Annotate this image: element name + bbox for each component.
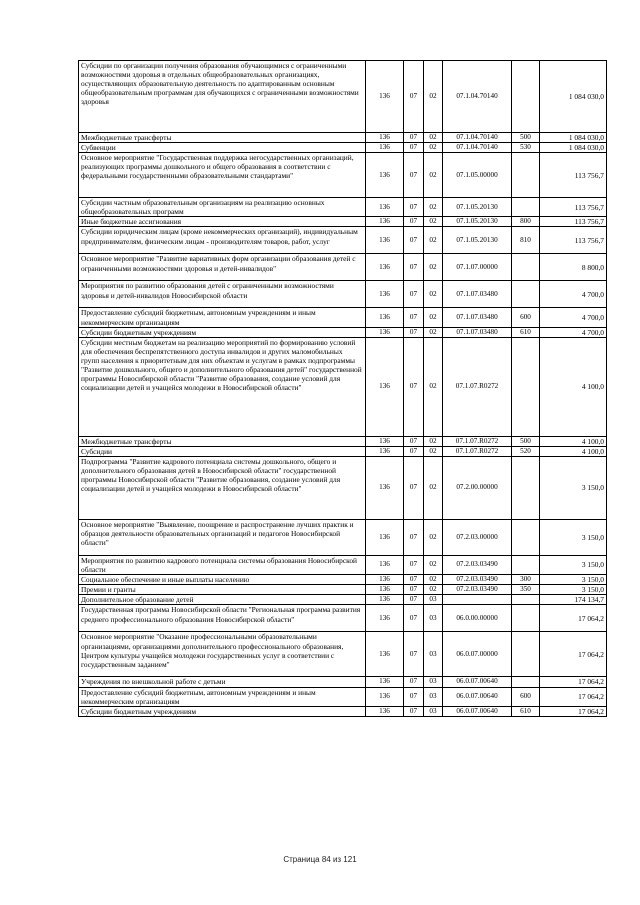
table-row	[79, 308, 607, 327]
table-row	[79, 585, 607, 595]
target-item-code-cell: 07.2.00.00000	[443, 456, 512, 519]
row-name-cell: Основное мероприятие "Оказание профессиональными образовательными организациями, организациями дополнительного профессионального образования, Центром культуры учащейся молодежи государственных услуг в соответствии с государственным заданием"	[79, 632, 366, 677]
glava-code-cell: 136	[366, 605, 404, 632]
razdel-code-cell: 07	[404, 595, 424, 605]
table-row	[79, 143, 607, 153]
podrazdel-code-cell: 02	[424, 153, 443, 198]
target-item-code-cell: 07.2.03.00000	[443, 519, 512, 555]
razdel-code-cell: 07	[404, 575, 424, 585]
glava-code-cell: 136	[366, 585, 404, 595]
table-row	[79, 198, 607, 217]
expense-type-code-cell: 500	[512, 436, 540, 446]
glava-code-cell: 136	[366, 519, 404, 555]
expense-type-code-cell	[512, 595, 540, 605]
page-number: Страница 84 из 121	[283, 855, 357, 864]
row-name-cell: Мероприятия по развитию кадрового потенциала системы образования Новосибирской области	[79, 555, 366, 574]
glava-code-cell: 136	[366, 677, 404, 687]
razdel-code-cell: 07	[404, 605, 424, 632]
podrazdel-code-cell: 02	[424, 143, 443, 153]
razdel-code-cell: 07	[404, 217, 424, 227]
razdel-code-cell: 07	[404, 555, 424, 574]
expense-type-code-cell: 350	[512, 585, 540, 595]
table-row	[79, 281, 607, 308]
amount-cell: 3 150,0	[540, 456, 607, 519]
razdel-code-cell: 07	[404, 61, 424, 133]
table-row	[79, 677, 607, 687]
expense-type-code-cell	[512, 337, 540, 436]
expense-type-code-cell	[512, 281, 540, 308]
row-name-cell: Субсидии частным образовательным организациям на реализацию основных общеобразовательных программ	[79, 198, 366, 217]
target-item-code-cell: 07.1.04.70140	[443, 143, 512, 153]
row-name-cell: Социальное обеспечение и иные выплаты населению	[79, 575, 366, 585]
target-item-code-cell: 07.1.05.20130	[443, 198, 512, 217]
podrazdel-code-cell: 02	[424, 217, 443, 227]
target-item-code-cell: 07.1.05.20130	[443, 217, 512, 227]
expense-type-code-cell	[512, 677, 540, 687]
glava-code-cell: 136	[366, 153, 404, 198]
table-row	[79, 706, 607, 716]
expense-type-code-cell: 600	[512, 687, 540, 706]
glava-code-cell: 136	[366, 687, 404, 706]
amount-cell: 4 700,0	[540, 327, 607, 337]
expense-type-code-cell	[512, 153, 540, 198]
razdel-code-cell: 07	[404, 706, 424, 716]
podrazdel-code-cell: 03	[424, 595, 443, 605]
razdel-code-cell: 07	[404, 677, 424, 687]
podrazdel-code-cell: 02	[424, 281, 443, 308]
table-row	[79, 595, 607, 605]
podrazdel-code-cell: 02	[424, 337, 443, 436]
glava-code-cell: 136	[366, 254, 404, 281]
expense-type-code-cell: 600	[512, 308, 540, 327]
row-name-cell: Субсидии бюджетным учреждениям	[79, 327, 366, 337]
target-item-code-cell: 07.1.07.R0272	[443, 436, 512, 446]
expense-type-code-cell	[512, 254, 540, 281]
expense-type-code-cell: 530	[512, 143, 540, 153]
row-name-cell: Субсидии бюджетным учреждениям	[79, 706, 366, 716]
table-row	[79, 605, 607, 632]
row-name-cell: Субвенции	[79, 143, 366, 153]
amount-cell: 17 064,2	[540, 605, 607, 632]
razdel-code-cell: 07	[404, 519, 424, 555]
glava-code-cell: 136	[366, 595, 404, 605]
amount-cell: 113 756,7	[540, 198, 607, 217]
expense-type-code-cell: 300	[512, 575, 540, 585]
amount-cell: 17 064,2	[540, 687, 607, 706]
podrazdel-code-cell: 02	[424, 436, 443, 446]
amount-cell: 1 084 030,0	[540, 133, 607, 143]
expense-type-code-cell	[512, 61, 540, 133]
row-name-cell: Основное мероприятие "Государственная поддержка негосударственных организаций, реализующих программы дошкольного и общего образования в соответствии с федеральными государственными образовательными стандартами"	[79, 153, 366, 198]
table-row	[79, 327, 607, 337]
target-item-code-cell: 07.2.03.03490	[443, 575, 512, 585]
glava-code-cell: 136	[366, 143, 404, 153]
target-item-code-cell: 07.1.07.R0272	[443, 337, 512, 436]
glava-code-cell: 136	[366, 61, 404, 133]
target-item-code-cell: 07.2.03.03490	[443, 585, 512, 595]
row-name-cell: Мероприятия по развитию образования детей с ограниченными возможностями здоровья и детей-инвалидов Новосибирской области	[79, 281, 366, 308]
expense-type-code-cell: 610	[512, 327, 540, 337]
row-name-cell: Учреждения по внешкольной работе с детьми	[79, 677, 366, 687]
table-row	[79, 436, 607, 446]
podrazdel-code-cell: 02	[424, 254, 443, 281]
podrazdel-code-cell: 02	[424, 456, 443, 519]
glava-code-cell: 136	[366, 456, 404, 519]
amount-cell: 17 064,2	[540, 632, 607, 677]
podrazdel-code-cell: 03	[424, 677, 443, 687]
podrazdel-code-cell: 03	[424, 605, 443, 632]
expense-type-code-cell	[512, 456, 540, 519]
glava-code-cell: 136	[366, 337, 404, 436]
expense-type-code-cell	[512, 605, 540, 632]
row-name-cell: Иные бюджетные ассигнования	[79, 217, 366, 227]
target-item-code-cell: 06.0.07.00640	[443, 687, 512, 706]
target-item-code-cell	[443, 595, 512, 605]
amount-cell: 113 756,7	[540, 227, 607, 254]
razdel-code-cell: 07	[404, 632, 424, 677]
podrazdel-code-cell: 02	[424, 555, 443, 574]
target-item-code-cell: 07.2.03.03490	[443, 555, 512, 574]
podrazdel-code-cell: 03	[424, 687, 443, 706]
amount-cell: 1 084 030,0	[540, 61, 607, 133]
podrazdel-code-cell: 03	[424, 706, 443, 716]
podrazdel-code-cell: 02	[424, 446, 443, 456]
table-row	[79, 446, 607, 456]
glava-code-cell: 136	[366, 217, 404, 227]
row-name-cell: Премии и гранты	[79, 585, 366, 595]
razdel-code-cell: 07	[404, 308, 424, 327]
podrazdel-code-cell: 03	[424, 632, 443, 677]
razdel-code-cell: 07	[404, 446, 424, 456]
target-item-code-cell: 07.1.05.00000	[443, 153, 512, 198]
row-name-cell: Дополнительное образование детей	[79, 595, 366, 605]
razdel-code-cell: 07	[404, 436, 424, 446]
expense-type-code-cell	[512, 555, 540, 574]
target-item-code-cell: 07.1.07.03480	[443, 308, 512, 327]
amount-cell: 3 150,0	[540, 575, 607, 585]
podrazdel-code-cell: 02	[424, 585, 443, 595]
target-item-code-cell: 07.1.05.20130	[443, 227, 512, 254]
podrazdel-code-cell: 02	[424, 198, 443, 217]
glava-code-cell: 136	[366, 308, 404, 327]
razdel-code-cell: 07	[404, 456, 424, 519]
podrazdel-code-cell: 02	[424, 227, 443, 254]
row-name-cell: Предоставление субсидий бюджетным, автономным учреждениям и иным некоммерческим организациям	[79, 308, 366, 327]
razdel-code-cell: 07	[404, 198, 424, 217]
razdel-code-cell: 07	[404, 153, 424, 198]
razdel-code-cell: 07	[404, 143, 424, 153]
budget-table-page	[78, 60, 606, 717]
row-name-cell: Основное мероприятие "Выявление, поощрение и распространение лучших практик и образцов деятельности образовательных организаций и педагогов Новосибирской области"	[79, 519, 366, 555]
target-item-code-cell: 07.1.04.70140	[443, 133, 512, 143]
table-row	[79, 687, 607, 706]
row-name-cell: Субсидии	[79, 446, 366, 456]
table-row	[79, 519, 607, 555]
glava-code-cell: 136	[366, 327, 404, 337]
target-item-code-cell: 06.0.07.00640	[443, 706, 512, 716]
target-item-code-cell: 06.0.07.00000	[443, 632, 512, 677]
podrazdel-code-cell: 02	[424, 575, 443, 585]
glava-code-cell: 136	[366, 133, 404, 143]
row-name-cell: Предоставление субсидий бюджетным, автономным учреждениям и иным некоммерческим организациям	[79, 687, 366, 706]
budget-table	[78, 60, 607, 717]
table-row	[79, 575, 607, 585]
razdel-code-cell: 07	[404, 254, 424, 281]
podrazdel-code-cell: 02	[424, 519, 443, 555]
amount-cell: 8 800,0	[540, 254, 607, 281]
razdel-code-cell: 07	[404, 327, 424, 337]
podrazdel-code-cell: 02	[424, 308, 443, 327]
amount-cell: 3 150,0	[540, 555, 607, 574]
podrazdel-code-cell: 02	[424, 61, 443, 133]
expense-type-code-cell	[512, 632, 540, 677]
razdel-code-cell: 07	[404, 585, 424, 595]
expense-type-code-cell: 610	[512, 706, 540, 716]
amount-cell: 1 084 030,0	[540, 143, 607, 153]
amount-cell: 4 100,0	[540, 436, 607, 446]
table-row	[79, 227, 607, 254]
target-item-code-cell: 07.1.07.R0272	[443, 446, 512, 456]
amount-cell: 113 756,7	[540, 153, 607, 198]
table-row	[79, 217, 607, 227]
glava-code-cell: 136	[366, 198, 404, 217]
podrazdel-code-cell: 02	[424, 133, 443, 143]
razdel-code-cell: 07	[404, 337, 424, 436]
amount-cell: 174 134,7	[540, 595, 607, 605]
row-name-cell: Субсидии юридическим лицам (кроме некоммерческих организаций), индивидуальным предпринимателям, физическим лицам - производителям товаров, работ, услуг	[79, 227, 366, 254]
target-item-code-cell: 07.1.07.03480	[443, 281, 512, 308]
row-name-cell: Государственная программа Новосибирской области "Региональная программа развития среднего профессионального образования Новосибирской области"	[79, 605, 366, 632]
expense-type-code-cell: 520	[512, 446, 540, 456]
target-item-code-cell: 07.1.07.00000	[443, 254, 512, 281]
table-row	[79, 61, 607, 133]
amount-cell: 17 064,2	[540, 706, 607, 716]
glava-code-cell: 136	[366, 555, 404, 574]
target-item-code-cell: 06.0.07.00640	[443, 677, 512, 687]
glava-code-cell: 136	[366, 227, 404, 254]
amount-cell: 4 100,0	[540, 337, 607, 436]
amount-cell: 4 100,0	[540, 446, 607, 456]
target-item-code-cell: 06.0.00.00000	[443, 605, 512, 632]
table-row	[79, 153, 607, 198]
row-name-cell: Субсидии местным бюджетам на реализацию мероприятий по формированию условий для обеспечения беспрепятственного доступа инвалидов и других маломобильных групп населения к приоритетным для них объектам и услугам в рамках подпрограммы "Развитие дошкольного, общего и дополнительного образования детей" государственной программы Новосибирской области "Развитие образования, создание условий для социализации детей и учащейся молодежи в Новосибирской области"	[79, 337, 366, 436]
row-name-cell: Субсидии по организации получения образования обучающимися с ограниченными возможностями здоровья в отдельных общеобразовательных организациях, осуществляющих образовательную деятельность по адаптированным основным общеобразовательным программам для обучающихся с ограниченными возможностями здоровья	[79, 61, 366, 133]
expense-type-code-cell: 810	[512, 227, 540, 254]
podrazdel-code-cell: 02	[424, 327, 443, 337]
amount-cell: 4 700,0	[540, 281, 607, 308]
glava-code-cell: 136	[366, 436, 404, 446]
amount-cell: 3 150,0	[540, 519, 607, 555]
razdel-code-cell: 07	[404, 133, 424, 143]
expense-type-code-cell	[512, 198, 540, 217]
razdel-code-cell: 07	[404, 227, 424, 254]
expense-type-code-cell: 800	[512, 217, 540, 227]
expense-type-code-cell	[512, 519, 540, 555]
glava-code-cell: 136	[366, 632, 404, 677]
amount-cell: 113 756,7	[540, 217, 607, 227]
table-row	[79, 555, 607, 574]
target-item-code-cell: 07.1.07.03480	[443, 327, 512, 337]
glava-code-cell: 136	[366, 706, 404, 716]
row-name-cell: Межбюджетные трансферты	[79, 436, 366, 446]
glava-code-cell: 136	[366, 446, 404, 456]
table-row	[79, 632, 607, 677]
amount-cell: 17 064,2	[540, 677, 607, 687]
amount-cell: 4 700,0	[540, 308, 607, 327]
target-item-code-cell: 07.1.04.70140	[443, 61, 512, 133]
glava-code-cell: 136	[366, 575, 404, 585]
razdel-code-cell: 07	[404, 281, 424, 308]
amount-cell: 3 150,0	[540, 585, 607, 595]
expense-type-code-cell: 500	[512, 133, 540, 143]
table-row	[79, 337, 607, 436]
table-row	[79, 133, 607, 143]
razdel-code-cell: 07	[404, 687, 424, 706]
table-row	[79, 254, 607, 281]
row-name-cell: Подпрограмма "Развитие кадрового потенциала системы дошкольного, общего и дополнительного образования детей в Новосибирской области" государственной программы Новосибирской области "Развитие образования, создание условий для социализации детей и учащейся молодежи в Новосибирской области"	[79, 456, 366, 519]
row-name-cell: Межбюджетные трансферты	[79, 133, 366, 143]
row-name-cell: Основное мероприятие "Развитие вариативных форм организации образования детей с ограниченными возможностями здоровья и детей-инвалидов"	[79, 254, 366, 281]
glava-code-cell: 136	[366, 281, 404, 308]
table-row	[79, 456, 607, 519]
